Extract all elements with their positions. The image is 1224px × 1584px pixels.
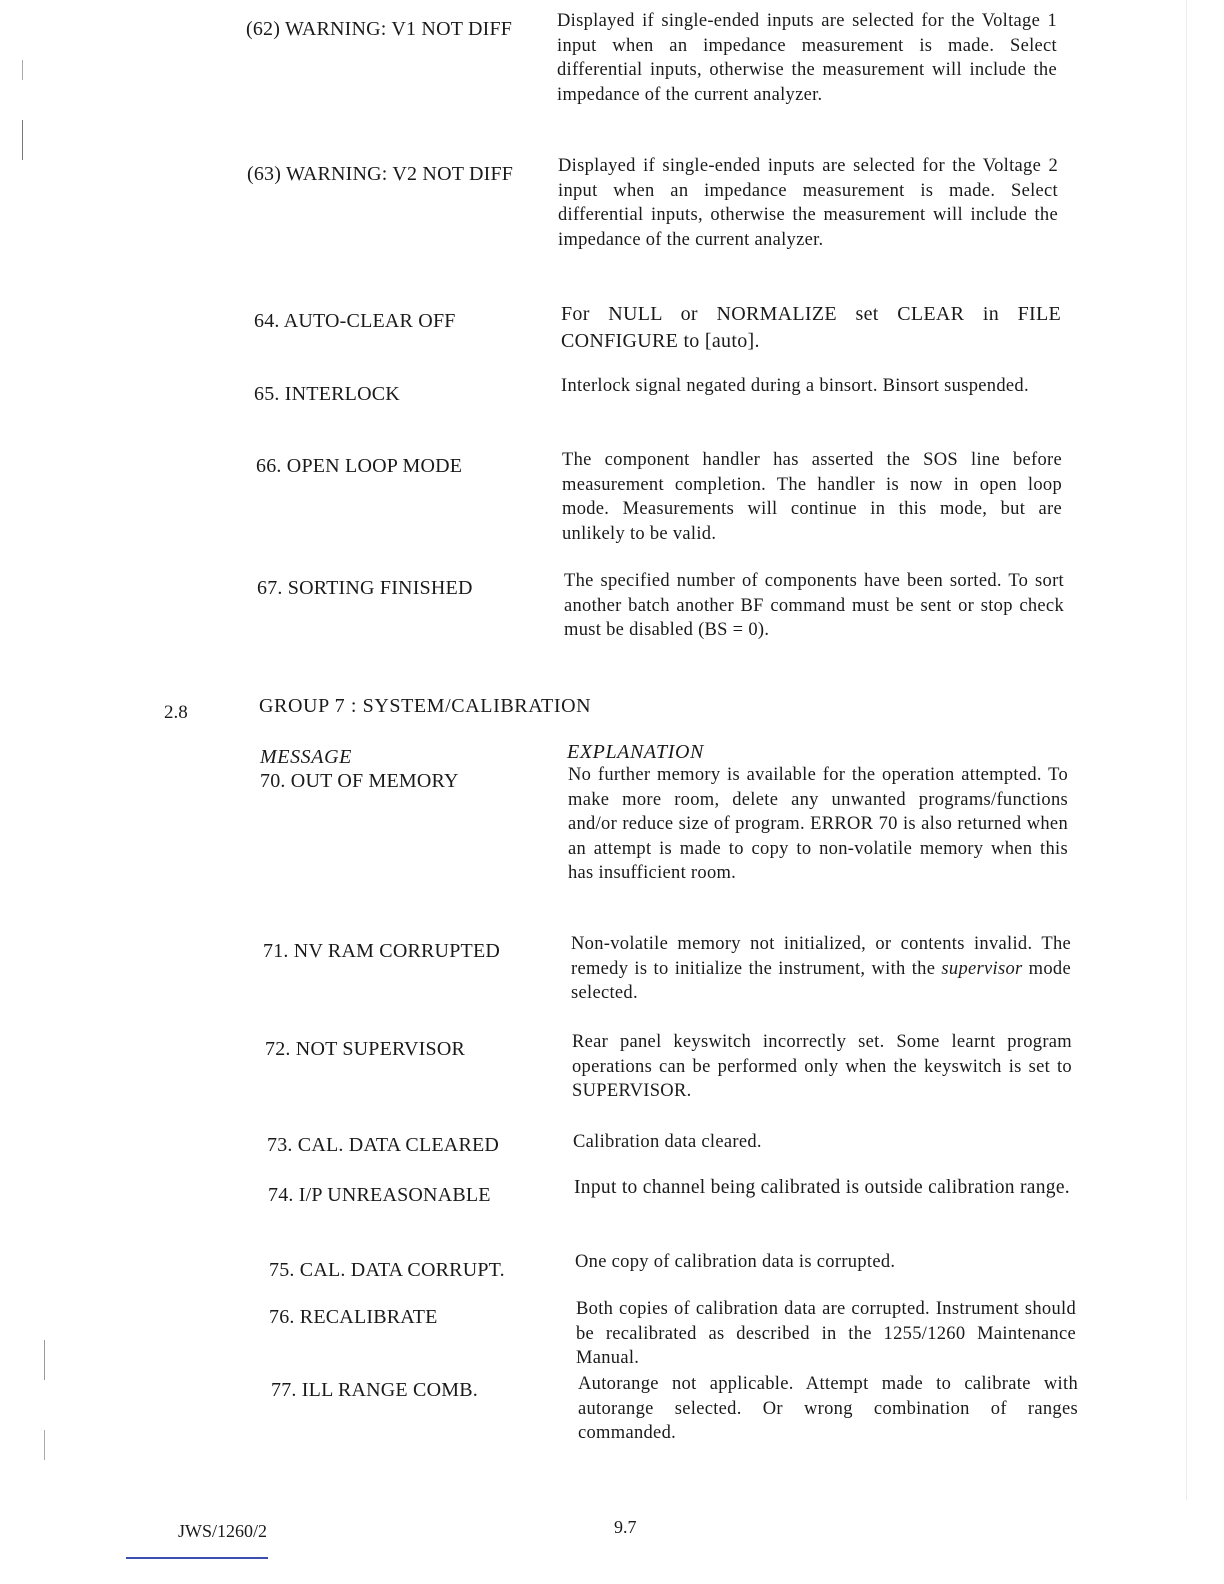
margin-mark — [44, 1340, 45, 1380]
explanation-71-text: Non-volatile memory not initialized, or contents invalid. The remedy is to initialize the instrument, with the — [571, 934, 1071, 979]
explanation-67: The specified number of components have been sorted. To sort another batch another BF command must be sent or stop check must be disabled (BS = 0). — [564, 571, 1064, 640]
footer-rule — [126, 1557, 268, 1559]
explanation-63: Displayed if single-ended inputs are selected for the Voltage 2 input when an impedance measurement is made. Select differential inputs, otherwise the measurement will include the impedance of the current analyzer. — [558, 156, 1058, 250]
explanation-70: No further memory is available for the operation attempted. To make more room, delete any unwanted programs/functions and/or reduce size of program. ERROR 70 is also returned when an attempt is made to copy to non-volatile memory when this has insufficient room. — [568, 765, 1068, 883]
page-edge-shadow — [1186, 0, 1187, 1500]
explanation-73: Calibration data cleared. — [573, 1132, 762, 1152]
section-title: GROUP 7 : SYSTEM/CALIBRATION — [259, 695, 592, 717]
message-75: 75. CAL. DATA CORRUPT. — [269, 1259, 505, 1281]
explanation-column-heading: EXPLANATION — [567, 741, 704, 763]
explanation-71 — [571, 932, 1071, 1006]
explanation-72: Rear panel keyswitch incorrectly set. Some learnt program operations can be performed only when the keyswitch is set to SUPERVISOR. — [572, 1032, 1072, 1101]
message-65: 65. INTERLOCK — [254, 383, 400, 405]
section-number: 2.8 — [164, 702, 188, 723]
message-column-heading: MESSAGE — [260, 746, 352, 768]
explanation-62: Displayed if single-ended inputs are selected for the Voltage 1 input when an impedance measurement is made. Select differential inputs, otherwise the measurement will include the impedance of the current analyzer. — [557, 11, 1057, 105]
message-76: 76. RECALIBRATE — [269, 1306, 438, 1328]
message-74: 74. I/P UNREASONABLE — [268, 1184, 491, 1206]
page-number: 9.7 — [614, 1517, 637, 1537]
explanation-76: Both copies of calibration data are corrupted. Instrument should be recalibrated as described in the 1255/1260 Maintenance Manual. — [576, 1299, 1076, 1368]
supervisor-emphasis: supervisor — [941, 958, 1023, 979]
message-64: 64. AUTO-CLEAR OFF — [254, 310, 456, 332]
margin-mark — [44, 1430, 45, 1460]
explanation-66: The component handler has asserted the SOS line before measurement completion. The handler is now in open loop mode. Measurements will continue in this mode, but are unlikely to be valid. — [562, 450, 1062, 544]
message-72: 72. NOT SUPERVISOR — [265, 1038, 465, 1060]
message-63: (63) WARNING: V2 NOT DIFF — [247, 163, 514, 185]
message-77: 77. ILL RANGE COMB. — [271, 1379, 478, 1401]
explanation-74: Input to channel being calibrated is outside calibration range. — [574, 1177, 1070, 1198]
message-73: 73. CAL. DATA CLEARED — [267, 1134, 500, 1156]
explanation-64: For NULL or NORMALIZE set CLEAR in FILE CONFIGURE to [auto]. — [561, 303, 1061, 352]
explanation-75: One copy of calibration data is corrupted. — [575, 1252, 896, 1272]
message-66: 66. OPEN LOOP MODE — [256, 455, 463, 477]
message-71: 71. NV RAM CORRUPTED — [263, 940, 500, 962]
margin-mark — [22, 60, 23, 80]
margin-mark — [22, 120, 23, 160]
message-70: 70. OUT OF MEMORY — [260, 770, 459, 792]
message-67: 67. SORTING FINISHED — [257, 577, 473, 599]
explanation-71-text-end: mode selected. — [571, 958, 1071, 1003]
document-reference: JWS/1260/2 — [178, 1521, 268, 1541]
explanation-77: Autorange not applicable. Attempt made to calibrate with autorange selected. Or wrong combination of ranges commanded. — [578, 1374, 1078, 1443]
explanation-65: Interlock signal negated during a binsort. Binsort suspended. — [561, 376, 1029, 396]
message-62: (62) WARNING: V1 NOT DIFF — [246, 18, 513, 40]
